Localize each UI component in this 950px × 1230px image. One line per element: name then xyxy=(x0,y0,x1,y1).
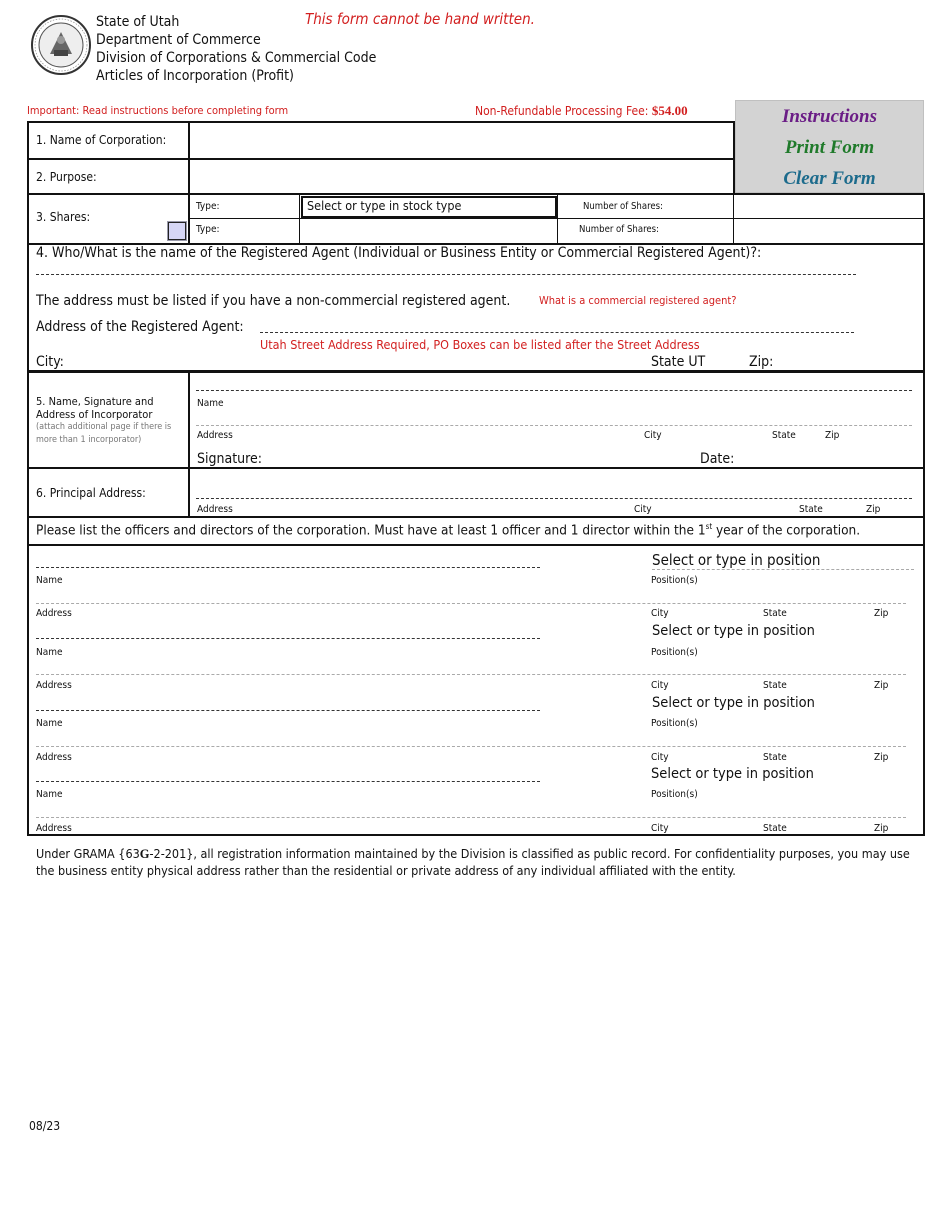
instructions-button[interactable]: Instructions xyxy=(781,106,878,127)
commercial-agent-link[interactable]: What is a commercial registered agent? xyxy=(539,294,737,307)
officers-intro-text-end: year of the corporation. xyxy=(712,522,861,539)
processing-fee xyxy=(475,103,688,119)
officer-address-input[interactable] xyxy=(36,817,906,818)
officer-zip-caption: Zip xyxy=(874,752,889,763)
grama-notice xyxy=(36,846,916,878)
officer-state-caption: State xyxy=(763,608,787,619)
officer-address-caption: Address xyxy=(36,823,72,834)
purpose-label: 2. Purpose: xyxy=(36,170,97,184)
officers-list xyxy=(27,544,925,836)
street-address-note: Utah Street Address Required, PO Boxes can be listed after the Street Address xyxy=(260,337,700,352)
number-of-shares-label-2: Number of Shares: xyxy=(579,224,659,235)
officer-address-input[interactable] xyxy=(36,603,906,604)
officer-name-caption: Name xyxy=(36,575,63,586)
officer-name-caption: Name xyxy=(36,647,63,658)
grama-text-start: Under GRAMA {63 xyxy=(36,846,140,861)
officer-position-select[interactable]: Select or type in position xyxy=(652,551,821,569)
officer-address-caption: Address xyxy=(36,752,72,763)
purpose-input[interactable] xyxy=(190,160,732,193)
officer-state-caption: State xyxy=(763,823,787,834)
number-of-shares-input[interactable] xyxy=(735,196,923,217)
officer-position-select[interactable]: Select or type in position xyxy=(651,766,814,782)
signature-label: Signature: xyxy=(197,451,262,467)
officer-address-caption: Address xyxy=(36,680,72,691)
officers-intro-text: Please list the officers and directors of the corporation. Must have at least 1 officer and 1 director within the 1 xyxy=(36,522,706,539)
officer-name-input[interactable] xyxy=(36,567,540,568)
agent-address-input[interactable] xyxy=(260,325,854,333)
agent-state-label: State UT xyxy=(651,354,706,370)
incorporator-address-input[interactable] xyxy=(196,425,912,426)
incorporator-label-note: (attach additional page if there is more than 1 incorporator) xyxy=(36,422,172,445)
form-actions-panel xyxy=(735,100,924,193)
incorporator-address-caption: Address xyxy=(197,430,233,441)
principal-state-caption: State xyxy=(799,504,823,515)
date-input[interactable] xyxy=(740,449,910,467)
agent-address-label: Address of the Registered Agent: xyxy=(36,319,244,335)
officer-state-caption: State xyxy=(763,752,787,763)
officer-name-caption: Name xyxy=(36,718,63,729)
state-seal-logo xyxy=(30,14,92,76)
officer-positions-caption: Position(s) xyxy=(651,789,698,800)
officer-positions-caption: Position(s) xyxy=(651,718,698,729)
address-note: The address must be listed if you have a non-commercial registered agent. xyxy=(36,293,511,309)
officer-name-caption: Name xyxy=(36,789,63,800)
department-name: Department of Commerce xyxy=(96,32,261,48)
officer-name-input[interactable] xyxy=(36,781,540,782)
officer-city-caption: City xyxy=(651,680,669,691)
date-label: Date: xyxy=(700,451,735,467)
print-form-button[interactable]: Print Form xyxy=(784,137,875,158)
officer-name-input[interactable] xyxy=(36,710,540,711)
fee-amount: $54.00 xyxy=(651,103,688,118)
officer-city-caption: City xyxy=(651,752,669,763)
principal-address-input[interactable] xyxy=(196,498,912,499)
add-shares-checkbox[interactable] xyxy=(168,222,186,240)
officer-zip-caption: Zip xyxy=(874,823,889,834)
principal-city-caption: City xyxy=(634,504,652,515)
officer-positions-caption: Position(s) xyxy=(651,647,698,658)
type-label: Type: xyxy=(196,201,220,212)
incorporator-zip-caption: Zip xyxy=(825,430,840,441)
number-of-shares-label: Number of Shares: xyxy=(583,201,663,212)
handwritten-notice: This form cannot be hand written. xyxy=(305,10,535,28)
number-of-shares-input-2[interactable] xyxy=(735,220,923,242)
shares-label: 3. Shares: xyxy=(36,210,91,224)
officer-zip-caption: Zip xyxy=(874,608,889,619)
officer-address-caption: Address xyxy=(36,608,72,619)
officer-address-input[interactable] xyxy=(36,674,906,675)
officer-state-caption: State xyxy=(763,680,787,691)
incorporator-state-caption: State xyxy=(772,430,796,441)
principal-zip-caption: Zip xyxy=(866,504,881,515)
registered-agent-question: 4. Who/What is the name of the Registered Agent (Individual or Business Entity or Commercial Registered Agent)?: xyxy=(36,245,762,261)
incorporator-name-input[interactable] xyxy=(196,390,912,391)
principal-address-label: 6. Principal Address: xyxy=(36,486,146,500)
grama-text-end: -2-201}, all registration information maintained by the Division is classified as public record. For confidentiality purposes, you may use the business entity physical address rather than the residential or private address of any individual affiliated with the entity. xyxy=(36,846,910,878)
clear-form-button[interactable]: Clear Form xyxy=(783,168,876,189)
signature-input[interactable] xyxy=(270,449,690,467)
division-name: Division of Corporations & Commercial Code xyxy=(96,50,377,66)
registered-agent-name-input[interactable] xyxy=(36,274,856,275)
officer-city-caption: City xyxy=(651,823,669,834)
incorporator-city-caption: City xyxy=(644,430,662,441)
officers-intro-sup: st xyxy=(705,522,713,531)
stock-type-select[interactable]: Select or type in stock type xyxy=(301,196,557,218)
officer-address-input[interactable] xyxy=(36,746,906,747)
form-title: Articles of Incorporation (Profit) xyxy=(96,68,294,84)
incorporator-label xyxy=(36,395,186,447)
form-version: 08/23 xyxy=(29,1119,61,1133)
officer-positions-caption: Position(s) xyxy=(651,575,698,586)
state-name: State of Utah xyxy=(96,14,180,30)
officer-city-caption: City xyxy=(651,608,669,619)
stock-type-input-2[interactable] xyxy=(301,220,557,242)
important-notice: Important: Read instructions before completing form xyxy=(27,104,289,117)
incorporator-name-caption: Name xyxy=(197,398,224,409)
name-of-corporation-input[interactable] xyxy=(190,123,732,157)
officer-name-input[interactable] xyxy=(36,638,540,639)
agent-zip-label: Zip: xyxy=(749,354,774,370)
name-of-corporation-label: 1. Name of Corporation: xyxy=(36,133,167,147)
principal-address-section xyxy=(27,467,925,518)
officer-position-select[interactable]: Select or type in position xyxy=(652,695,815,711)
fee-label: Non-Refundable Processing Fee: xyxy=(475,104,652,118)
officers-intro xyxy=(36,522,860,539)
type-label-2: Type: xyxy=(196,224,220,235)
incorporator-label-main: 5. Name, Signature and Address of Incorporator xyxy=(36,395,154,421)
officer-position-select[interactable]: Select or type in position xyxy=(652,623,815,639)
officer-zip-caption: Zip xyxy=(874,680,889,691)
grama-text-bold: G xyxy=(139,847,150,861)
agent-city-label: City: xyxy=(36,354,64,370)
principal-address-caption: Address xyxy=(197,504,233,515)
